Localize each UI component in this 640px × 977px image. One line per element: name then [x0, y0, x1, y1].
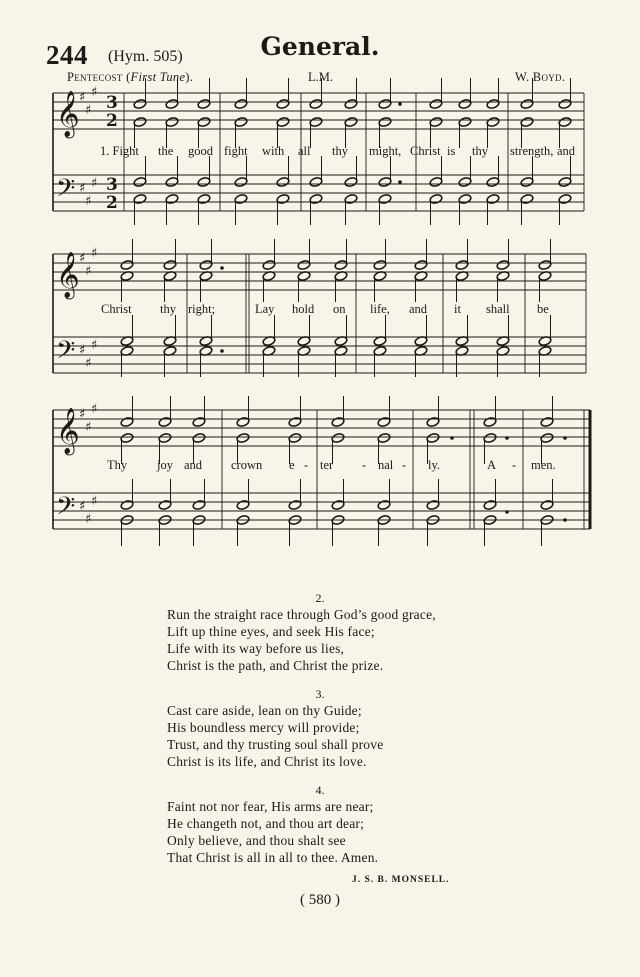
- note-head: [192, 417, 206, 428]
- time-signature: 3: [106, 175, 118, 195]
- lyric-syllable: it: [454, 302, 461, 316]
- note-head: [538, 260, 552, 271]
- verse-line: Lift up thine eyes, and seek His face;: [167, 624, 375, 639]
- lyric-syllable: Christ: [410, 144, 441, 158]
- augmentation-dot: [450, 436, 454, 440]
- lyric-syllable: strength,: [510, 144, 554, 158]
- note-head: [426, 433, 440, 444]
- note-head: [429, 177, 443, 188]
- note-head: [520, 177, 534, 188]
- time-signature: 2: [106, 193, 118, 213]
- sharp-icon: ♯: [85, 420, 92, 435]
- lyric-syllable: with: [262, 144, 285, 158]
- note-head: [331, 433, 345, 444]
- lyric-syllable: might,: [369, 144, 402, 158]
- lyric-syllable: ly.: [428, 458, 441, 472]
- tune-name-italic: First Tune: [130, 70, 186, 84]
- treble-clef-icon: 𝄞: [56, 91, 80, 137]
- sharp-icon: ♯: [91, 338, 98, 353]
- lyric-syllable: e: [289, 458, 295, 472]
- verse-line: Trust, and thy trusting soul shall prove: [167, 737, 384, 752]
- note-head: [120, 500, 134, 511]
- lyric-syllable: fight: [224, 144, 248, 158]
- verse-line: Run the straight race through God’s good grace,: [167, 607, 436, 622]
- lyric-syllable: and: [184, 458, 203, 472]
- sharp-icon: ♯: [85, 194, 92, 209]
- note-head: [199, 260, 213, 271]
- note-head: [276, 99, 290, 110]
- lyric-syllable: thy: [472, 144, 488, 158]
- note-head: [197, 117, 211, 128]
- note-head: [429, 194, 443, 205]
- verse-line: Faint not nor fear, His arms are near;: [167, 799, 374, 814]
- sharp-icon: ♯: [79, 181, 86, 196]
- note-head: [133, 177, 147, 188]
- note-head: [120, 260, 134, 271]
- note-head: [133, 99, 147, 110]
- note-head: [158, 500, 172, 511]
- composer: W. Boyd.: [515, 70, 566, 84]
- note-head: [558, 177, 572, 188]
- sharp-icon: ♯: [79, 343, 86, 358]
- sharp-icon: ♯: [79, 251, 86, 266]
- note-head: [458, 99, 472, 110]
- verse-line: Cast care aside, lean on thy Guide;: [167, 703, 362, 718]
- note-head: [414, 260, 428, 271]
- note-head: [288, 417, 302, 428]
- note-head: [236, 433, 250, 444]
- note-head: [236, 417, 250, 428]
- note-head: [483, 433, 497, 444]
- lyric-syllable: is: [447, 144, 456, 158]
- note-head: [540, 500, 554, 511]
- note-head: [496, 260, 510, 271]
- augmentation-dot: [563, 436, 567, 440]
- author: J. S. B. MONSELL.: [352, 875, 450, 885]
- lyric-syllable: thy: [160, 302, 176, 316]
- note-head: [158, 417, 172, 428]
- note-head: [558, 194, 572, 205]
- augmentation-dot: [505, 510, 509, 514]
- lyric-syllable: Lay: [255, 302, 275, 316]
- time-signature: 3: [106, 93, 118, 113]
- lyric-syllable: -: [304, 458, 309, 472]
- note-head: [344, 99, 358, 110]
- sharp-icon: ♯: [85, 356, 92, 371]
- note-head: [120, 417, 134, 428]
- verse-line: Christ is its life, and Christ its love.: [167, 754, 367, 769]
- time-signature: 2: [106, 111, 118, 131]
- note-head: [120, 433, 134, 444]
- sharp-icon: ♯: [85, 264, 92, 279]
- hymn-number: 244: [46, 40, 88, 70]
- note-head: [378, 177, 392, 188]
- note-head: [483, 500, 497, 511]
- note-head: [378, 194, 392, 205]
- note-head: [331, 417, 345, 428]
- note-head: [288, 500, 302, 511]
- note-head: [429, 117, 443, 128]
- lyric-syllable: crown: [231, 458, 263, 472]
- bass-clef-icon: 𝄢: [56, 492, 76, 527]
- treble-clef-icon: 𝄞: [56, 408, 80, 454]
- note-head: [331, 500, 345, 511]
- sharp-icon: ♯: [91, 246, 98, 261]
- augmentation-dot: [398, 102, 402, 106]
- note-head: [234, 117, 248, 128]
- sharp-icon: ♯: [85, 512, 92, 527]
- note-head: [192, 500, 206, 511]
- note-head: [234, 194, 248, 205]
- verse-line: Christ is the path, and Christ the prize.: [167, 658, 384, 673]
- note-head: [458, 177, 472, 188]
- tune-name-text-end: ).: [185, 70, 194, 84]
- note-head: [377, 433, 391, 444]
- note-head: [429, 99, 443, 110]
- sharp-icon: ♯: [91, 402, 98, 417]
- verse-line: That Christ is all in all to thee. Amen.: [167, 850, 379, 865]
- verse-line: He changeth not, and thou art dear;: [167, 816, 365, 831]
- note-head: [276, 194, 290, 205]
- note-head: [426, 417, 440, 428]
- note-head: [309, 194, 323, 205]
- note-head: [520, 194, 534, 205]
- note-head: [158, 433, 172, 444]
- meter: L.M.: [308, 70, 333, 84]
- lyric-syllable: -: [512, 458, 517, 472]
- note-head: [165, 117, 179, 128]
- stanza-number: 3.: [315, 687, 325, 701]
- lyric-syllable: joy: [157, 458, 173, 472]
- lyric-syllable: -: [362, 458, 367, 472]
- stanza-number: 2.: [315, 591, 325, 605]
- note-head: [558, 99, 572, 110]
- note-head: [344, 177, 358, 188]
- note-head: [520, 99, 534, 110]
- augmentation-dot: [505, 436, 509, 440]
- note-head: [458, 194, 472, 205]
- treble-clef-icon: 𝄞: [56, 252, 80, 298]
- note-head: [165, 194, 179, 205]
- note-head: [297, 260, 311, 271]
- note-head: [309, 177, 323, 188]
- lyric-syllable: hold: [292, 302, 315, 316]
- verse-line: Life with its way before us lies,: [167, 641, 345, 656]
- note-head: [234, 177, 248, 188]
- lyric-syllable: thy: [332, 144, 348, 158]
- section-title: General.: [260, 32, 380, 61]
- lyric-syllable: life,: [370, 302, 390, 316]
- note-head: [133, 117, 147, 128]
- lyric-syllable: and: [409, 302, 428, 316]
- augmentation-dot: [398, 180, 402, 184]
- bass-clef-icon: 𝄢: [56, 336, 76, 371]
- note-head: [288, 433, 302, 444]
- lyric-syllable: men.: [531, 458, 556, 472]
- note-head: [197, 194, 211, 205]
- note-head: [486, 99, 500, 110]
- note-head: [455, 260, 469, 271]
- note-head: [197, 177, 211, 188]
- note-head: [540, 433, 554, 444]
- lyric-syllable: right;: [188, 302, 216, 316]
- note-head: [378, 99, 392, 110]
- note-head: [458, 117, 472, 128]
- lyric-syllable: 1. Fight: [100, 144, 139, 158]
- note-head: [309, 99, 323, 110]
- verse-line: His boundless mercy will provide;: [167, 720, 360, 735]
- note-head: [165, 99, 179, 110]
- lyric-syllable: good: [188, 144, 213, 158]
- note-head: [486, 177, 500, 188]
- sharp-icon: ♯: [79, 407, 86, 422]
- note-head: [192, 433, 206, 444]
- tune-name-text: Pentecost (: [67, 70, 131, 84]
- note-head: [373, 260, 387, 271]
- note-head: [558, 117, 572, 128]
- note-head: [377, 500, 391, 511]
- hymn-reference: (Hym. 505): [108, 48, 183, 65]
- sharp-icon: ♯: [91, 494, 98, 509]
- augmentation-dot: [220, 349, 224, 353]
- lyric-syllable: -: [402, 458, 407, 472]
- sharp-icon: ♯: [79, 90, 86, 105]
- note-head: [344, 117, 358, 128]
- page-number: ( 580 ): [300, 892, 340, 908]
- note-head: [309, 117, 323, 128]
- note-head: [486, 117, 500, 128]
- sharp-icon: ♯: [79, 499, 86, 514]
- note-head: [165, 177, 179, 188]
- note-head: [262, 260, 276, 271]
- lyric-syllable: the: [158, 144, 174, 158]
- augmentation-dot: [220, 266, 224, 270]
- verse-line: Only believe, and thou shalt see: [167, 833, 346, 848]
- note-head: [276, 177, 290, 188]
- lyric-syllable: A: [487, 458, 497, 472]
- lyric-syllable: Christ: [101, 302, 132, 316]
- note-head: [520, 117, 534, 128]
- lyric-syllable: on: [333, 302, 346, 316]
- note-head: [276, 117, 290, 128]
- lyric-syllable: ter: [320, 458, 334, 472]
- bass-clef-icon: 𝄢: [56, 174, 76, 209]
- note-head: [486, 194, 500, 205]
- lyric-syllable: and: [557, 144, 576, 158]
- note-head: [236, 500, 250, 511]
- lyric-syllable: Thy: [107, 458, 128, 472]
- stanza-number: 4.: [315, 783, 325, 797]
- lyric-syllable: nal: [378, 458, 394, 472]
- note-head: [377, 417, 391, 428]
- sharp-icon: ♯: [91, 176, 98, 191]
- note-head: [378, 117, 392, 128]
- lyric-syllable: be: [537, 302, 549, 316]
- note-head: [197, 99, 211, 110]
- augmentation-dot: [563, 518, 567, 522]
- note-head: [426, 500, 440, 511]
- sharp-icon: ♯: [91, 85, 98, 100]
- note-head: [234, 99, 248, 110]
- lyric-syllable: shall: [486, 302, 510, 316]
- note-head: [540, 417, 554, 428]
- lyric-syllable: all: [298, 144, 311, 158]
- note-head: [344, 194, 358, 205]
- sharp-icon: ♯: [85, 103, 92, 118]
- note-head: [334, 260, 348, 271]
- note-head: [483, 417, 497, 428]
- note-head: [163, 260, 177, 271]
- note-head: [133, 194, 147, 205]
